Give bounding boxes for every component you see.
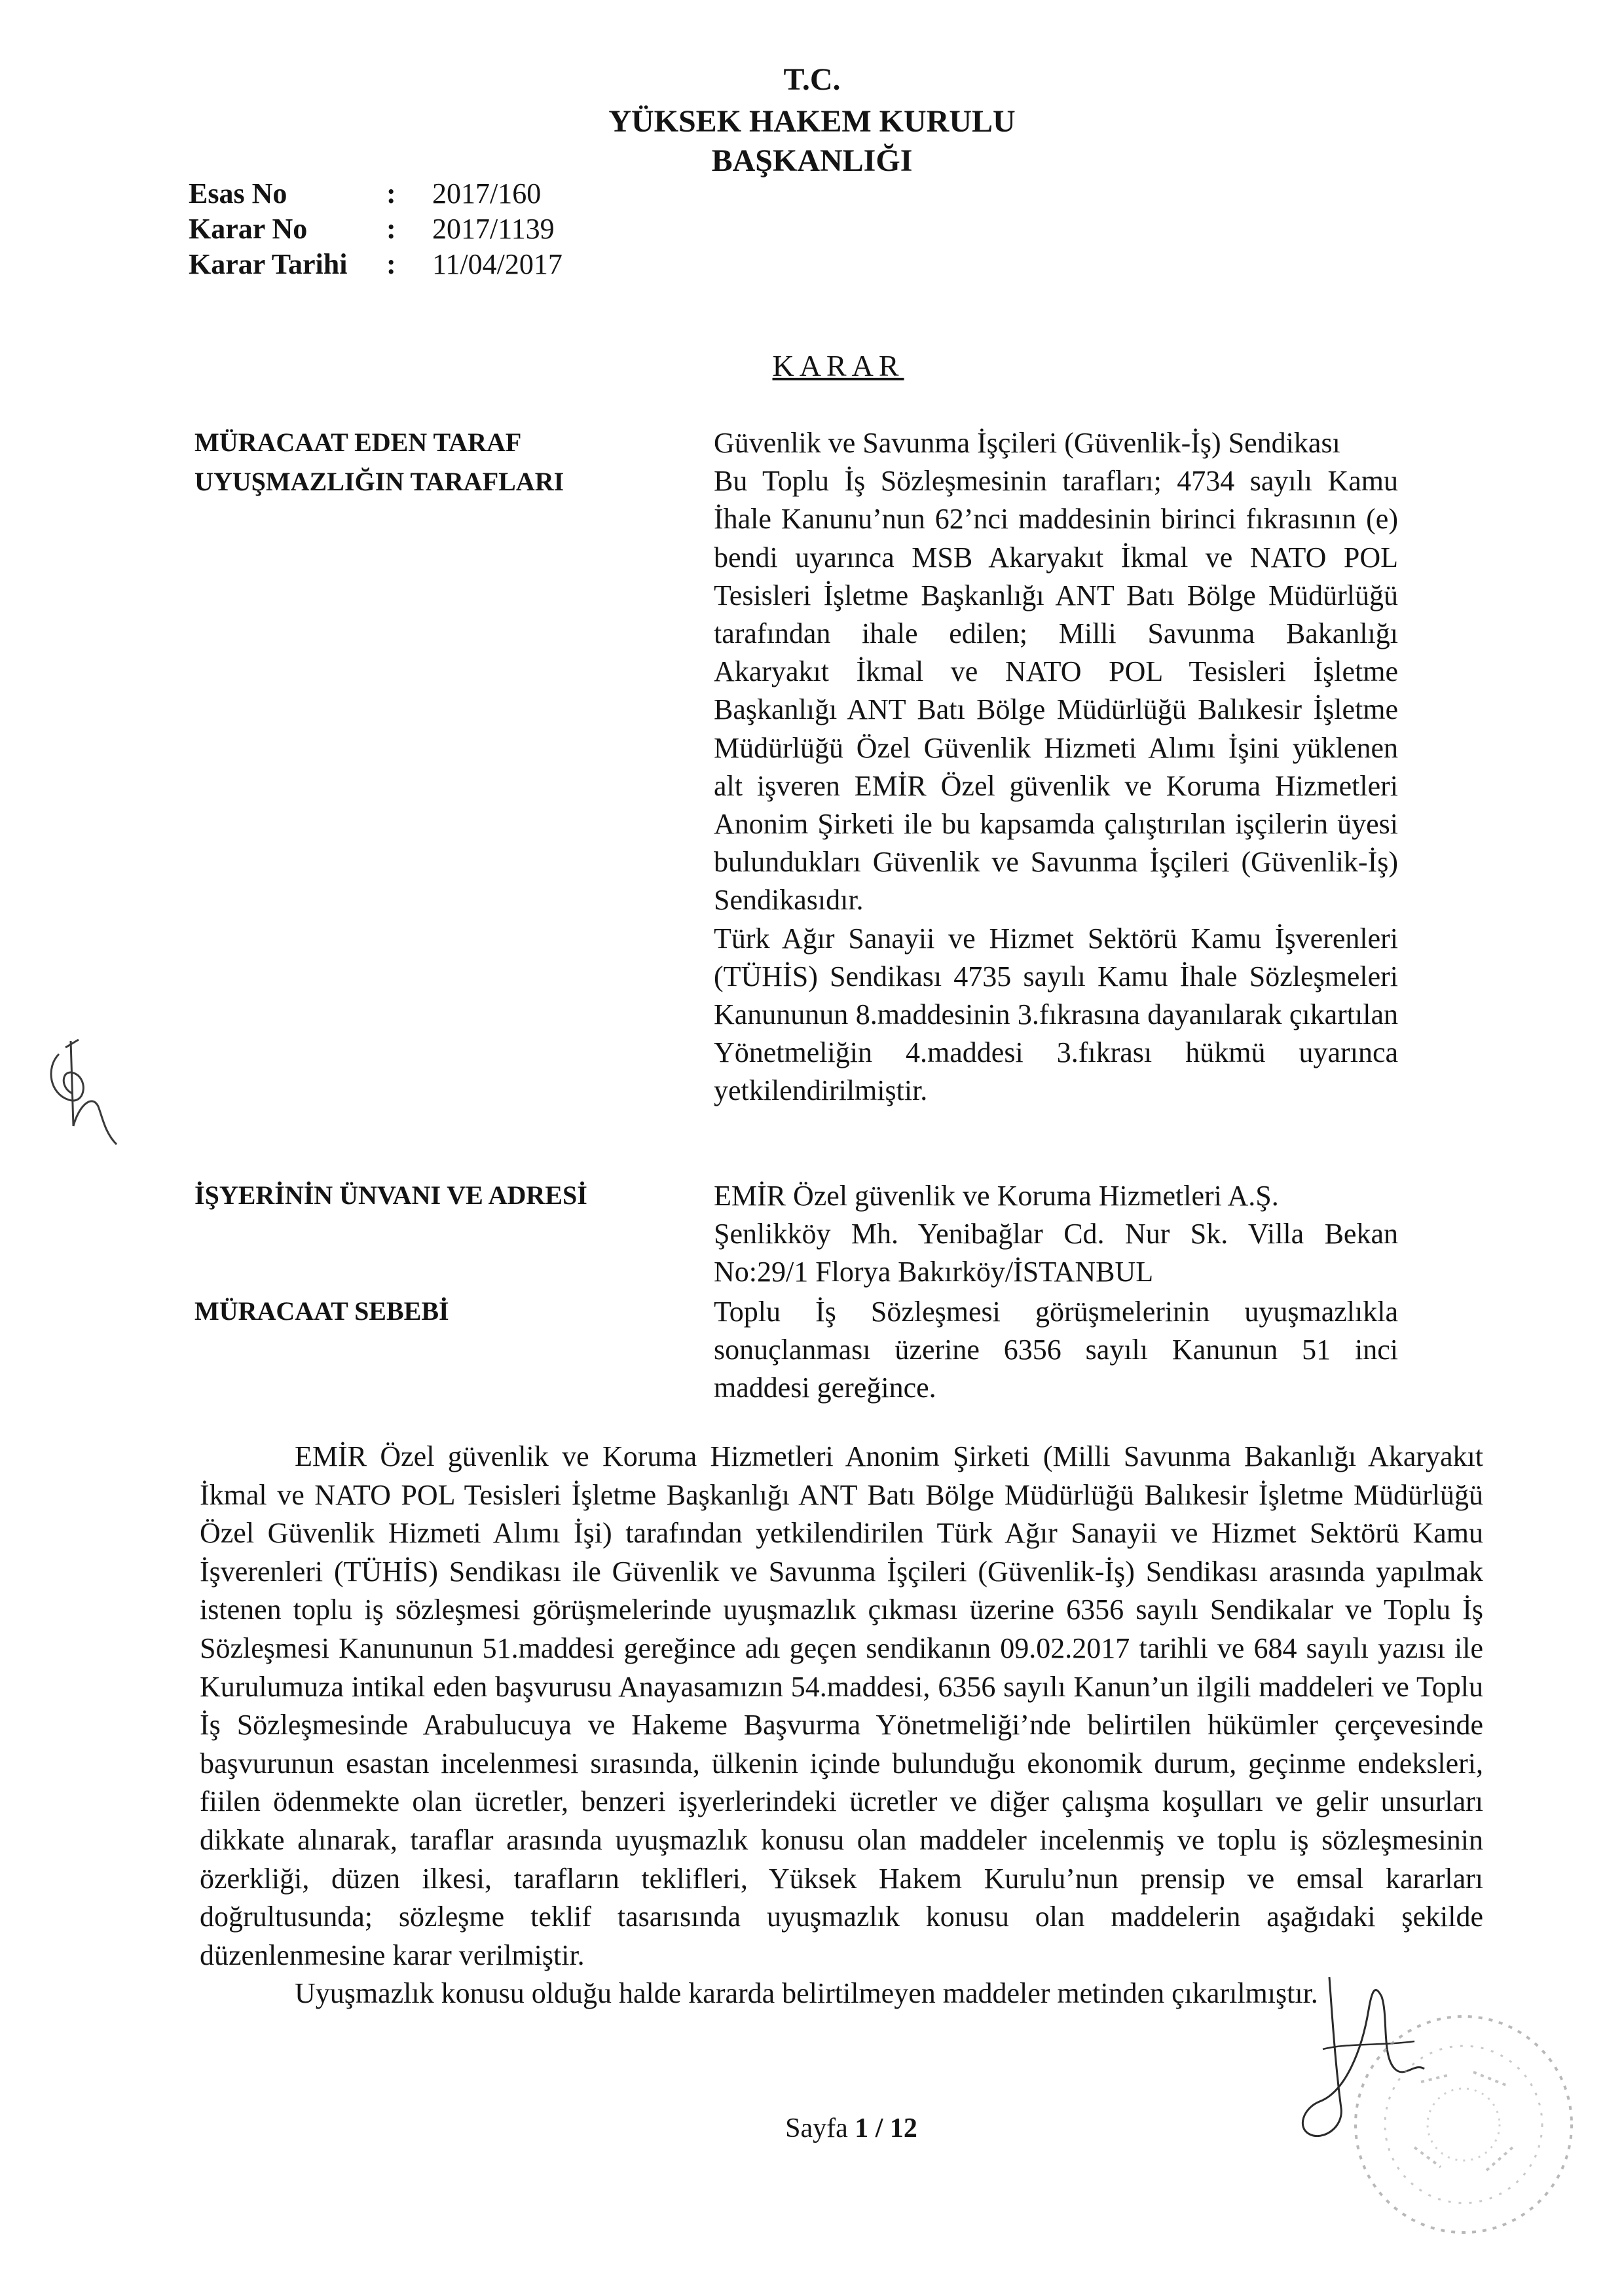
header-presidency: BAŞKANLIĞI: [711, 143, 913, 178]
applicant-label: MÜRACAAT EDEN TARAF: [194, 428, 522, 457]
karar-tarihi-colon: :: [386, 248, 396, 280]
karar-no-value: 2017/1139: [432, 213, 555, 245]
decision-body: [200, 1438, 1483, 2013]
reason-value: [714, 1293, 1398, 1408]
header-institution: YÜKSEK HAKEM KURULU: [608, 104, 1016, 139]
reason-text: Toplu İş Sözleşmesi görüşmelerinin uyuşmazlıkla sonuçlanması üzerine 6356 sayılı Kanunun 51 inci maddesi gereğince.: [714, 1296, 1398, 1404]
applicant-text: Güvenlik ve Savunma İşçileri (Güvenlik-İş) Sendikası: [714, 427, 1340, 459]
karar-tarihi-label: Karar Tarihi: [189, 248, 348, 280]
karar-no-colon: :: [386, 213, 396, 245]
body-paragraph-2: Uyuşmazlık konusu olduğu halde kararda belirtilmeyen maddeler metinden çıkarılmıştır.: [295, 1977, 1318, 2010]
parties-paragraph-1: Bu Toplu İş Sözleşmesinin tarafları; 4734 sayılı Kamu İhale Kanunu’nun 62’nci maddesinin birinci fıkrasının (e) bendi uyarınca MSB Akaryakıt İkmal ve NATO POL Tesisleri İşletme Başkanlığı ANT Batı Bölge Müdürlüğü tarafından ihale edilen; Milli Savunma Bakanlığı Akaryakıt İkmal ve NATO POL Tesisleri İşletme Başkanlığı ANT Batı Bölge Müdürlüğü Balıkesir İşletme Müdürlüğü Özel Güvenlik Hizmeti Alımı İşini yüklenen alt işveren EMİR Özel güvenlik ve Koruma Hizmetleri Anonim Şirketi ile bu kapsamda çalıştırılan işçilerin üyesi bulundukları Güvenlik ve Savunma İşçileri (Güvenlik-İş) Sendikasıdır.: [714, 465, 1398, 917]
page-prefix: Sayfa: [785, 2113, 848, 2143]
parties-label: UYUŞMAZLIĞIN TARAFLARI: [194, 467, 564, 496]
decision-title: KARAR: [772, 349, 904, 382]
esas-no-value: 2017/160: [432, 177, 542, 210]
reason-label: MÜRACAAT SEBEBİ: [194, 1296, 449, 1326]
workplace-value: [714, 1177, 1398, 1292]
page-total: 12: [889, 2113, 917, 2143]
official-seal-stamp-icon: [1342, 2003, 1585, 2246]
karar-no-label: Karar No: [189, 213, 308, 245]
karar-tarihi-value: 11/04/2017: [432, 248, 563, 280]
workplace-name: EMİR Özel güvenlik ve Koruma Hizmetleri A.Ş.: [714, 1180, 1279, 1212]
page-number: [753, 2115, 950, 2142]
parties-paragraph-2: Türk Ağır Sanayii ve Hizmet Sektörü Kamu İşverenleri (TÜHİS) Sendikası 4735 sayılı Kamu İhale Sözleşmeleri Kanununun 8.maddesinin 3.fıkrasına dayanılarak çıkartılan Yönetmeliğin 4.maddesi 3.fıkrası hükmü uyarınca yetkilendirilmiştir.: [714, 922, 1398, 1107]
header-tc: T.C.: [783, 62, 841, 97]
workplace-address: Şenlikköy Mh. Yenibağlar Cd. Nur Sk. Villa Bekan No:29/1 Florya Bakırköy/İSTANBUL: [714, 1218, 1398, 1288]
page-separator: /: [875, 2113, 883, 2143]
esas-no-colon: :: [386, 177, 396, 210]
applicant-value: [714, 424, 1398, 1110]
body-paragraph-1: EMİR Özel güvenlik ve Koruma Hizmetleri Anonim Şirketi (Milli Savunma Bakanlığı Akaryakıt İkmal ve NATO POL Tesisleri İşletme Başkanlığı ANT Batı Bölge Müdürlüğü Balıkesir İşletme Müdürlüğü Özel Güvenlik Hizmeti Alımı İşi) tarafından yetkilendirilen Türk Ağır Sanayii ve Hizmet Sektörü Kamu İşverenleri (TÜHİS) Sendikası ile Güvenlik ve Savunma İşçileri (Güvenlik-İş) Sendikası arasında yapılmak istenen toplu iş sözleşmesi görüşmelerinde uyuşmazlık çıkması üzerine 6356 sayılı Sendikalar ve Toplu İş Sözleşmesi Kanununun 51.maddesi gereğince adı geçen sendikanın 09.02.2017 tarihli ve 684 sayılı yazısı ile Kurulumuza intikal eden başvurusu Anayasamızın 54.maddesi, 6356 sayılı Kanun’un ilgili maddeleri ve Toplu İş Sözleşmesinde Arabulucuya ve Hakeme Başvurma Yönetmeliği’nde belirtilen hükümler çerçevesinde başvurunun esastan incelenmesi sırasında, ülkenin içinde bulunduğu ekonomik durum, geçinme endeksleri, fiilen ödenmekte olan ücretler, benzeri işyerlerindeki ücretler ve diğer çalışma koşulları ve gelir unsurları dikkate alınarak, taraflar arasında uyuşmazlık konusu olan maddeler incelenmiş ve toplu iş sözleşmesinin özerkliği, düzen ilkesi, tarafların teklifleri, Yüksek Hakem Kurulu’nun prensip ve emsal kararları doğrultusunda; sözleşme teklif tasarısında uyuşmazlık konusu olan maddelerin aşağıdaki şekilde düzenlenmesine karar verilmiştir.: [200, 1440, 1483, 1971]
page-current: 1: [855, 2113, 869, 2143]
workplace-label: İŞYERİNİN ÜNVANI VE ADRESİ: [194, 1180, 587, 1210]
handwritten-initials-icon: [39, 1028, 131, 1152]
esas-no-label: Esas No: [189, 177, 287, 210]
